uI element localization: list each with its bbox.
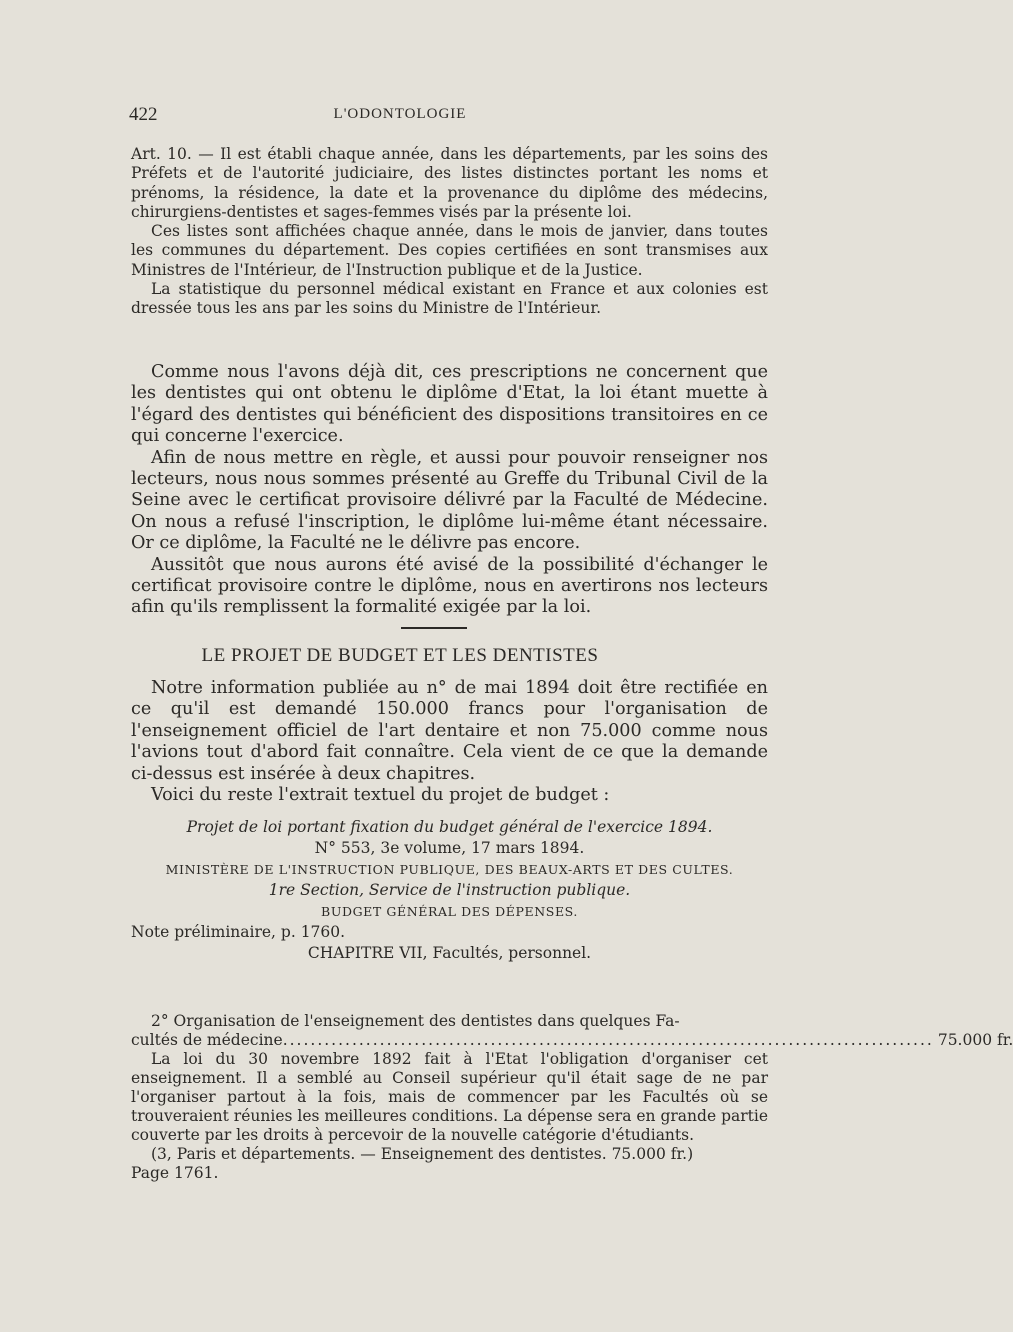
item-leader-line — [131, 1031, 1013, 1050]
budget-general-line: BUDGET GÉNÉRAL DES DÉPENSES. — [321, 904, 578, 919]
section-title: LE PROJET DE BUDGET ET LES DENTISTES — [201, 645, 599, 666]
page-reference: Page 1761. — [131, 1164, 219, 1182]
dot-leader: .............................................................................................. — [282, 1031, 934, 1049]
running-title: L'ODONTOLOGIE — [333, 106, 467, 122]
loi-paragraph: La loi du 30 novembre 1892 fait à l'Etat l'obligation d'organiser cet enseignement. Il a semblé au Conseil supérieur qu'il était sage de ne par l'organiser partout à la fois, mais de commencer par les Facultés où se trouveraient réunies les meilleures conditions. La dépense sera en grande partie couverte par les droits à percevoir de la nouvelle catégorie d'étudiants. — [131, 1050, 768, 1144]
law-paragraph: La statistique du personnel médical existant en France et aux colonies est dressée tous les ans par les soins du Ministre de l'Intérieur. — [131, 280, 768, 318]
law-paragraph: Ces listes sont affichées chaque année, dans le mois de janvier, dans toutes les communes du département. Des copies certifiées en sont transmises aux Ministres de l'Intérieur, de l'Instruction publique et de la Justice. — [131, 222, 768, 279]
item-amount: 75.000 fr. — [937, 1031, 1013, 1049]
budget-paragraph: Voici du reste l'extrait textuel du projet de budget : — [151, 785, 610, 806]
budget-details — [131, 1012, 1013, 1183]
commentary-paragraph: Aussitôt que nous aurons été avisé de la possibilité d'échanger le certificat provisoire contre le diplôme, nous en avertirons nos lecteurs afin qu'ils remplissent la formalité exigée par la loi. — [131, 554, 768, 618]
budget-extract — [131, 817, 768, 964]
section-line: 1re Section, Service de l'instruction publique. — [268, 881, 631, 899]
page-header — [0, 104, 800, 130]
chapitre-line: CHAPITRE VII, Facultés, personnel. — [307, 944, 592, 962]
note-line: Note préliminaire, p. 1760. — [131, 923, 346, 941]
budget-article — [131, 678, 768, 806]
law-article-10 — [131, 145, 768, 319]
numero-line: N° 553, 3e volume, 17 mars 1894. — [314, 839, 585, 857]
projet-line: Projet de loi portant fixation du budget général de l'exercice 1894. — [186, 818, 713, 836]
section-divider — [401, 627, 467, 629]
reference-line: (3, Paris et départements. — Enseignement des dentistes. 75.000 fr.) — [151, 1145, 694, 1163]
item-label: cultés de médecine — [131, 1031, 283, 1049]
law-paragraph: Art. 10. — Il est établi chaque année, dans les départements, par les soins des Préfets et de l'autorité judiciaire, des listes distinctes portant les noms et prénoms, la résidence, la date et la provenance du diplôme des médecins, chirurgiens-dentistes et sages-femmes visés par la présente loi. — [131, 145, 768, 221]
commentary-paragraph: Comme nous l'avons déjà dit, ces prescriptions ne concernent que les dentistes qui ont obtenu le diplôme d'Etat, la loi étant muette à l'égard des dentistes qui bénéficient des dispositions transitoires en ce qui concerne l'exercice. — [131, 362, 768, 447]
page-number: 422 — [129, 104, 158, 125]
commentary-paragraph: Afin de nous mettre en règle, et aussi pour pouvoir renseigner nos lecteurs, nous nous sommes présenté au Greffe du Tribunal Civil de la Seine avec le certificat provisoire délivré par la Faculté de Médecine. On nous a refusé l'inscription, le diplôme lui-même étant nécessaire. Or ce diplôme, la Faculté ne le délivre pas encore. — [131, 447, 768, 554]
budget-paragraph: Notre information publiée au n° de mai 1894 doit être rectifiée en ce qu'il est demandé 150.000 francs pour l'organisation de l'enseignement officiel de l'art dentaire et non 75.000 comme nous l'avions tout d'abord fait connaître. Cela vient de ce que la demande ci-dessus est insérée à deux chapitres. — [131, 678, 768, 784]
ministere-line: MINISTÈRE DE L'INSTRUCTION PUBLIQUE, DES BEAUX-ARTS ET DES CULTES. — [165, 862, 734, 877]
commentary — [131, 362, 768, 619]
item-line: 2° Organisation de l'enseignement des dentistes dans quelques Fa- — [151, 1012, 680, 1030]
